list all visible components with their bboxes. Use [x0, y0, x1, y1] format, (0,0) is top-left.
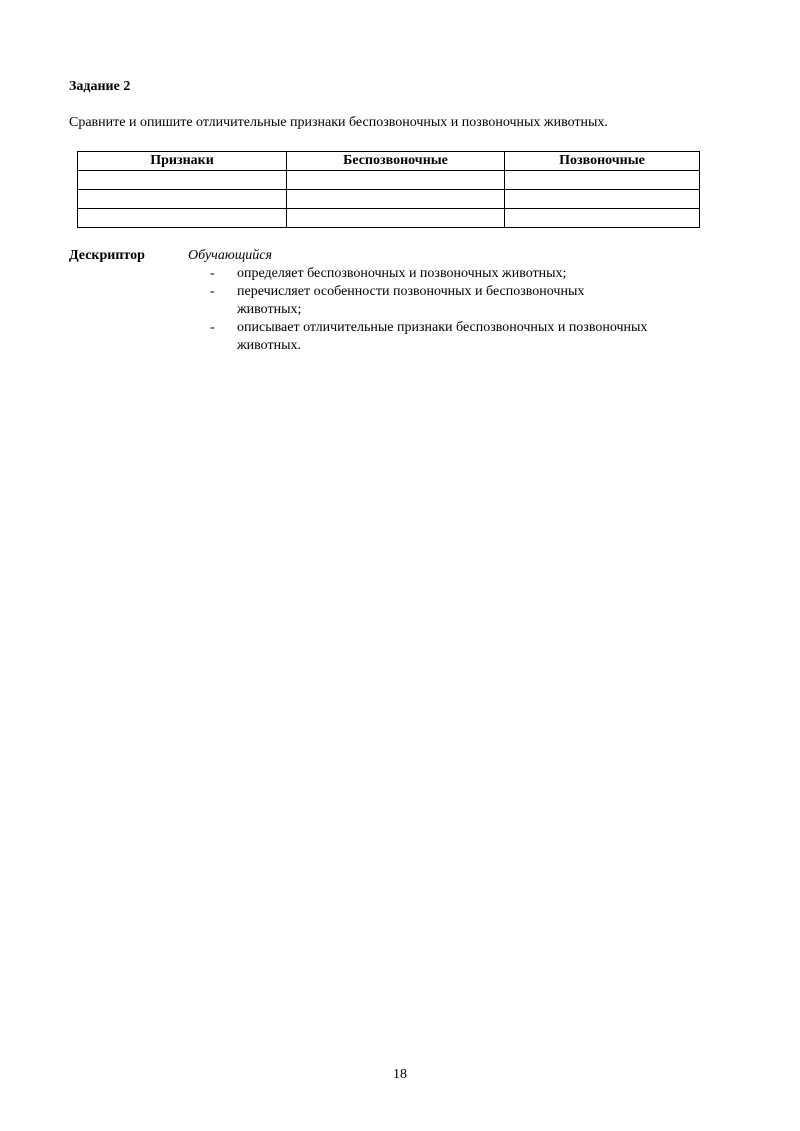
- header-features: Признаки: [78, 152, 287, 171]
- page-number: 18: [393, 1067, 407, 1082]
- descriptor-label: Дескриптор: [69, 248, 145, 263]
- dash-bullet: -: [210, 320, 215, 335]
- learner-label: Обучающийся: [188, 248, 273, 263]
- dash-bullet: -: [210, 284, 215, 299]
- criteria-item: [210, 265, 650, 283]
- header-vertebrates: Позвоночные: [505, 152, 700, 171]
- table-cell[interactable]: [78, 209, 287, 228]
- table-cell[interactable]: [78, 171, 287, 190]
- comparison-table: [77, 151, 700, 228]
- criteria-text: описывает отличительные признаки беспозвоночных и позвоночных животных.: [237, 320, 648, 353]
- table-cell[interactable]: [505, 171, 700, 190]
- task-title: Задание 2: [69, 79, 131, 94]
- table-cell[interactable]: [505, 190, 700, 209]
- table-row: [78, 209, 700, 228]
- table-header-row: [78, 152, 700, 171]
- table-row: [78, 190, 700, 209]
- table-cell[interactable]: [287, 209, 505, 228]
- table-row: [78, 171, 700, 190]
- criteria-list: [210, 265, 650, 355]
- table-cell[interactable]: [287, 190, 505, 209]
- table-cell[interactable]: [78, 190, 287, 209]
- criteria-text: определяет беспозвоночных и позвоночных животных;: [237, 266, 567, 281]
- criteria-item: [210, 283, 650, 319]
- table-cell[interactable]: [505, 209, 700, 228]
- header-invertebrates: Беспозвоночные: [287, 152, 505, 171]
- task-instruction: Сравните и опишите отличительные признаки беспозвоночных и позвоночных животных.: [69, 115, 608, 130]
- table-cell[interactable]: [287, 171, 505, 190]
- criteria-text: перечисляет особенности позвоночных и беспозвоночных животных;: [237, 284, 585, 317]
- criteria-item: [210, 319, 650, 355]
- dash-bullet: -: [210, 266, 215, 281]
